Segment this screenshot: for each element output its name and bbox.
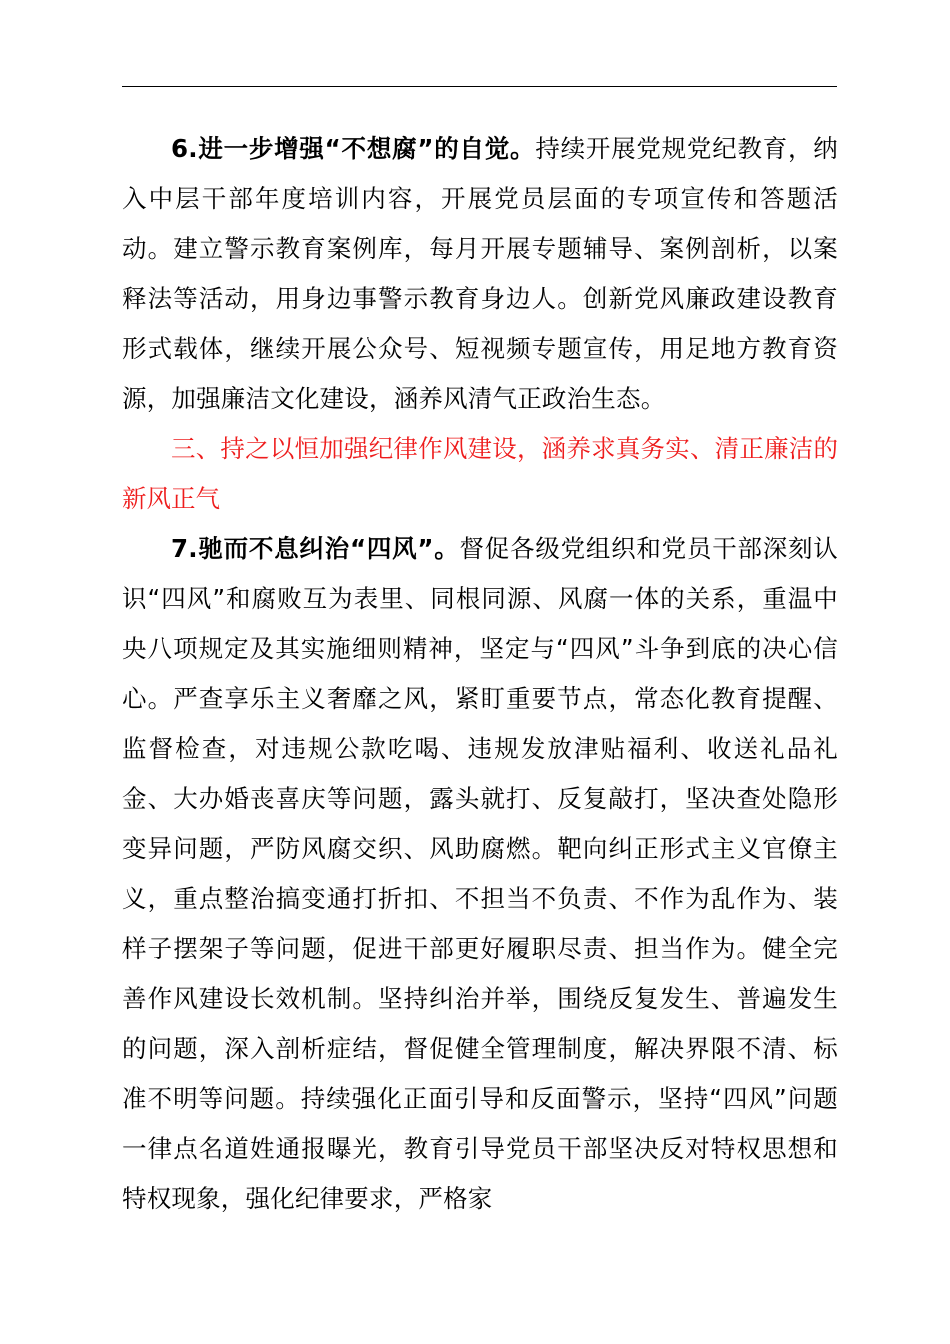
header-rule [122,86,837,87]
paragraph-7 [122,524,838,1224]
paragraph-6 [122,124,838,424]
section-heading-3: 三、持之以恒加强纪律作风建设，涵养求真务实、清正廉洁的新风正气 [122,434,838,513]
paragraph-7-body: 督促各级党组织和党员干部深刻认识“四风”和腐败互为表里、同根同源、风腐一体的关系，重温中央八项规定及其实施细则精神，坚定与“四风”斗争到底的决心信心。严查享乐主义奢靡之风，紧盯重要节点，常态化教育提醒、监督检查，对违规公款吃喝、违规发放津贴福利、收送礼品礼金、大办婚丧喜庆等问题，露头就打、反复敲打，坚决查处隐形变异问题，严防风腐交织、风助腐燃。靶向纠正形式主义官僚主义，重点整治搞变通打折扣、不担当不负责、不作为乱作为、装样子摆架子等问题，促进干部更好履职尽责、担当作为。健全完善作风建设长效机制。坚持纠治并举，围绕反复发生、普遍发生的问题，深入剖析症结，督促健全管理制度，解决界限不清、标准不明等问题。持续强化正面引导和反面警示，坚持“四风”问题一律点名道姓通报曝光，教育引导党员干部坚决反对特权思想和特权现象，强化纪律要求，严格家 [122,534,838,1213]
paragraph-6-lead: 6.进一步增强“不想腐”的自觉。 [171,134,536,163]
document-body [122,124,838,1224]
paragraph-7-lead: 7.驰而不息纠治“四风”。 [171,534,460,563]
paragraph-6-body: 持续开展党规党纪教育，纳入中层干部年度培训内容，开展党员层面的专项宣传和答题活动。建立警示教育案例库，每月开展专题辅导、案例剖析，以案释法等活动，用身边事警示教育身边人。创新党风廉政建设教育形式载体，继续开展公众号、短视频专题宣传，用足地方教育资源，加强廉洁文化建设，涵养风清气正政治生态。 [122,134,838,413]
